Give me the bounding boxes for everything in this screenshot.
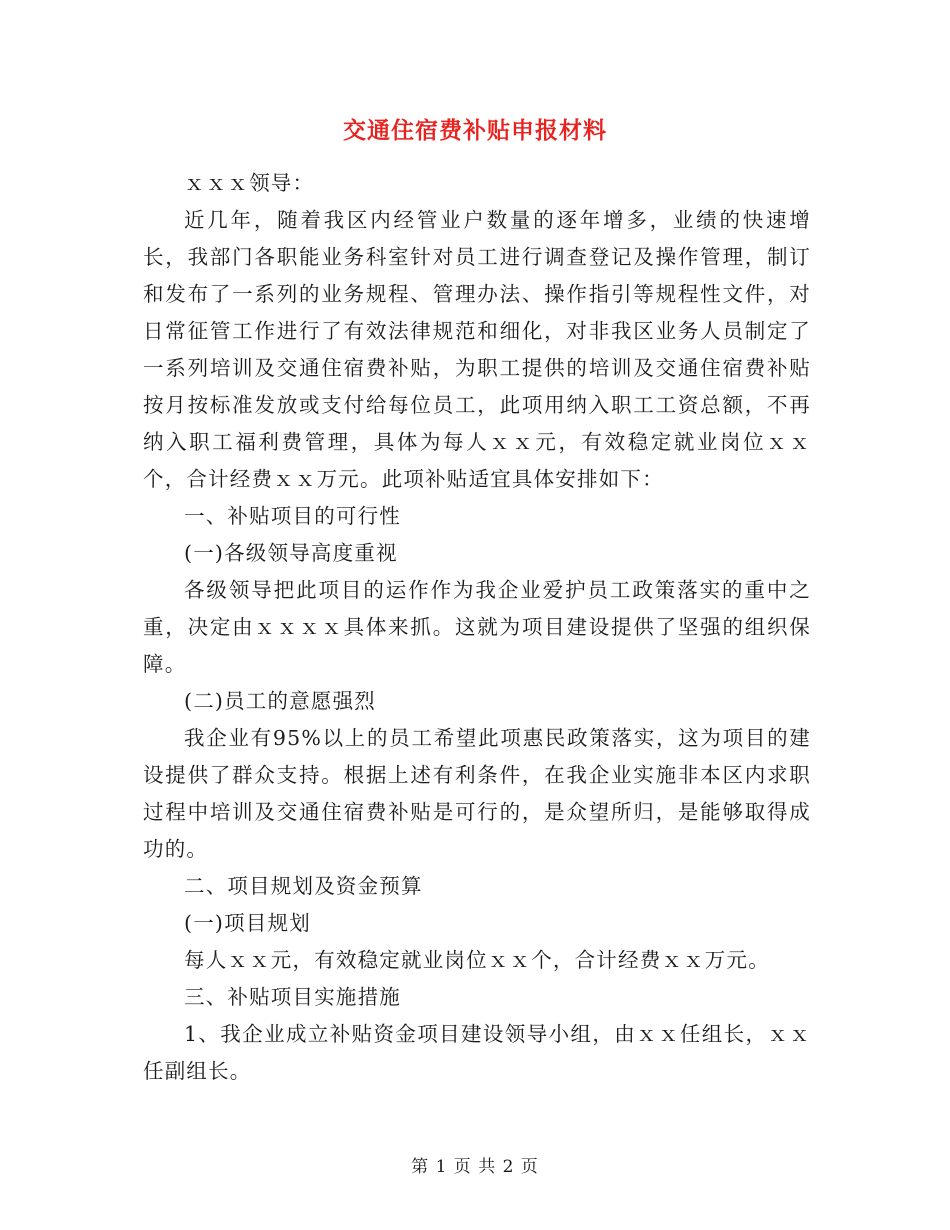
section-heading-2: 二、项目规划及资金预算 xyxy=(184,874,423,898)
section-heading-1: 一、补贴项目的可行性 xyxy=(184,504,401,528)
body-paragraph: 各级领导把此项目的运作作为我企业爱护员工政策落实的重中之重，决定由ｘｘｘｘ具体来抓。这就为项目建设提供了坚强的组织保障。 xyxy=(143,578,811,676)
intro-paragraph: 近几年，随着我区内经管业户数量的逐年增多，业绩的快速增长，我部门各职能业务科室针对员工进行调查登记及操作管理，制订和发布了一系列的业务规程、管理办法、操作指引等规程性文件，对日常征管工作进行了有效法律规范和细化，对非我区业务人员制定了一系列培训及交通住宿费补贴，为职工提供的培训及交通住宿费补贴按月按标准发放或支付给每位员工，此项用纳入职工工资总额，不再纳入职工福利费管理，具体为每人ｘｘ元，有效稳定就业岗位ｘｘ个，合计经费ｘｘ万元。此项补贴适宜具体安排如下： xyxy=(143,208,811,491)
body-paragraph: 每人ｘｘ元，有效稳定就业岗位ｘｘ个，合计经费ｘｘ万元。 xyxy=(184,948,770,972)
body-paragraph: 1、我企业成立补贴资金项目建设领导小组，由ｘｘ任组长，ｘｘ任副组长。 xyxy=(143,1022,811,1083)
subsection-heading-1-2: (二)员工的意愿强烈 xyxy=(184,689,376,713)
salutation: ｘｘｘ领导： xyxy=(184,171,315,195)
page-footer: 第 1 页 共 2 页 xyxy=(411,1157,539,1177)
document-title: 交通住宿费补贴申报材料 xyxy=(343,117,607,144)
subsection-heading-2-1: (一)项目规划 xyxy=(184,911,311,935)
document-body xyxy=(143,165,811,1090)
body-paragraph: 我企业有95%以上的员工希望此项惠民政策落实，这为项目的建设提供了群众支持。根据上述有利条件，在我企业实施非本区内求职过程中培训及交通住宿费补贴是可行的，是众望所归，是能够取得成功的。 xyxy=(143,726,811,861)
subsection-heading-1-1: (一)各级领导高度重视 xyxy=(184,541,398,565)
section-heading-3: 三、补贴项目实施措施 xyxy=(184,985,401,1009)
